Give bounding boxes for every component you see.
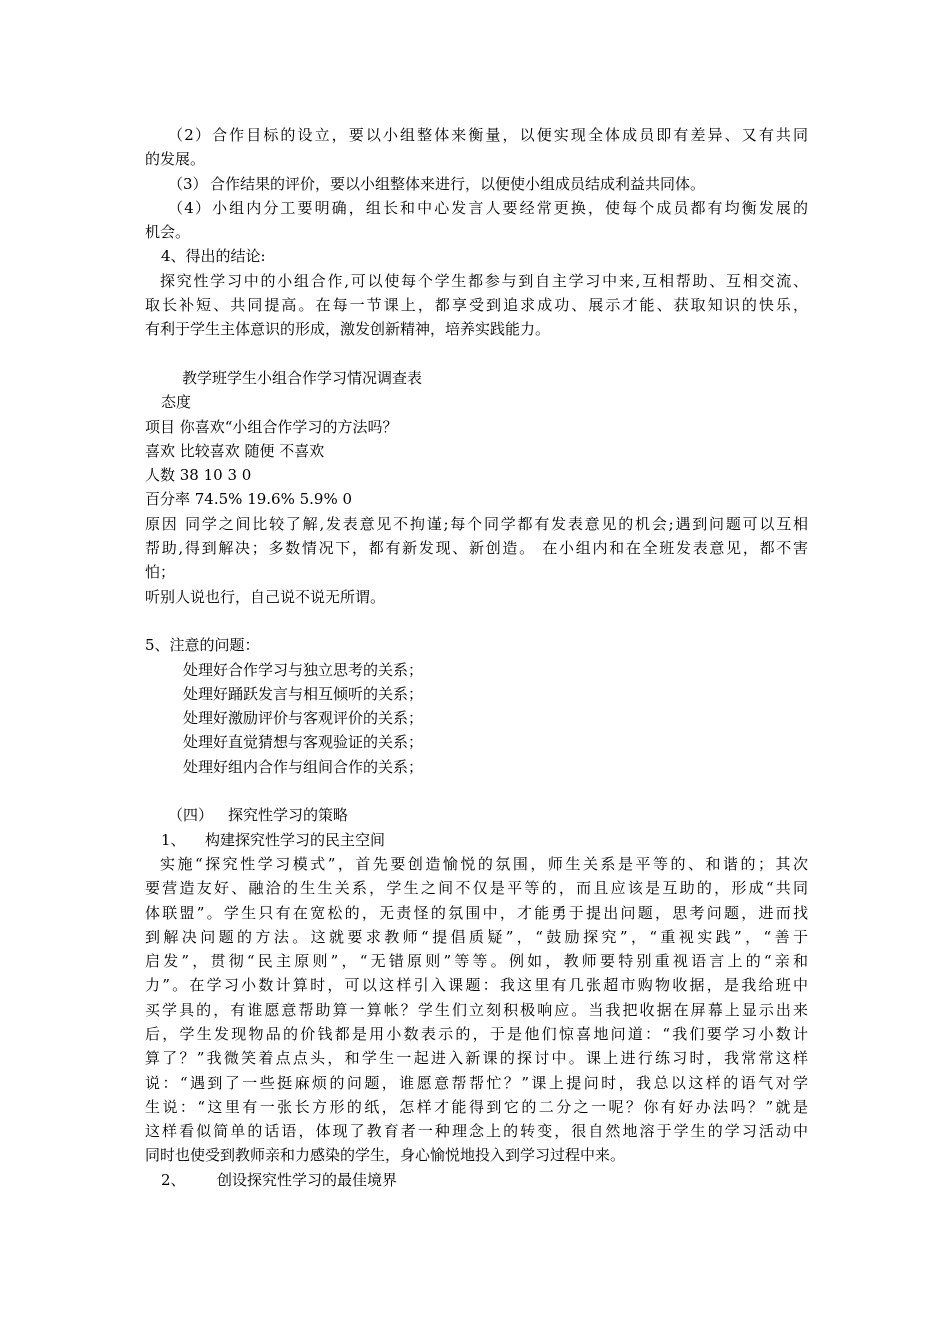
- spacer: [145, 779, 808, 803]
- survey-row-options: 喜欢 比较喜欢 随便 不喜欢: [145, 441, 325, 460]
- survey-reason-line-2: 帮助,得到解决；多数情况下，都有新发现、新创造。 在小组内和在全班发表意见，都不害: [145, 539, 808, 558]
- paragraph-line: 要营造友好、融洽的生生关系，学生之间不仅是平等的，而且应该是互助的，形成“共同: [145, 879, 808, 898]
- point-4-text: 小组内分工要明确，组长和中心发言人要经常更换，使每个成员都有均衡发展的: [210, 198, 808, 217]
- attention-item: 处理好直觉猜想与客观验证的关系；: [183, 733, 424, 752]
- attention-item: 处理好踊跃发言与相互倾听的关系；: [183, 684, 424, 703]
- paragraph-line: 到解决问题的方法。这就要求教师“提倡质疑”，“鼓励探究”，“重视实践”，“善于: [145, 927, 808, 946]
- point-2-text: 合作目标的设立，要以小组整体来衡量，以便实现全体成员即有差异、又有共同: [210, 126, 808, 144]
- survey-row-percent: 百分率 74.5% 19.6% 5.9% 0: [145, 490, 353, 509]
- subsection-1-title: 构建探究性学习的民主空间: [205, 830, 386, 849]
- subsection-1-number: 1、: [161, 830, 186, 849]
- conclusion-line-2: 取长补短、共同提高。在每一节课上，都享受到追求成功、展示才能、获取知识的快乐，: [145, 296, 808, 315]
- point-2-line-1: [145, 123, 808, 147]
- paragraph-line: 生说：“这里有一张长方形的纸，怎样才能得到它的二分之一呢？你有好办法吗？”就是: [145, 1097, 808, 1116]
- document-page: [145, 123, 808, 1192]
- paragraph-line: 力”。在学习小数计算时，可以这样引入课题：我这里有几张超市购物收据，是我给班中: [145, 976, 808, 995]
- section-4-title: 探究性学习的策略: [228, 806, 349, 825]
- paragraph-line: 同时也使受到教师亲和力感染的学生，身心愉悦地投入到学习过程中来。: [145, 1146, 626, 1165]
- point-2-line-2: 的发展。: [145, 150, 206, 169]
- survey-title: 教学班学生小组合作学习情况调查表: [182, 368, 423, 387]
- paragraph-line: 这样看似简单的话语，体现了教育者一种理念上的转变，很自然地溶于学生的学习活动中: [145, 1122, 808, 1141]
- survey-reason-line-3: 怕；: [145, 563, 176, 582]
- subsection-2-title: 创设探究性学习的最佳境界: [217, 1170, 398, 1189]
- section-4-heading: [145, 803, 808, 827]
- subsection-1-heading: [145, 828, 808, 852]
- conclusion-line-3: 有利于学生主体意识的形成，激发创新精神，培养实践能力。: [145, 320, 551, 339]
- attention-item: 处理好激励评价与客观评价的关系；: [183, 709, 424, 728]
- paragraph-line: 算了？”我微笑着点点头，和学生一起进入新课的探讨中。课上进行练习时，我常常这样: [145, 1049, 808, 1068]
- point-4-line-2: 机会。: [145, 223, 191, 242]
- survey-row-item: 项目 你喜欢“小组合作学习的方法吗？: [145, 417, 398, 436]
- subsection-2-number: 2、: [161, 1170, 186, 1189]
- paragraph-line: 实施“探究性学习模式”，首先要创造愉悦的氛围，师生关系是平等的、和谐的；其次: [160, 854, 808, 873]
- survey-reason-line-1: 原因 同学之间比较了解,发表意见不拘谨;每个同学都有发表意见的机会;遇到问题可以互相: [145, 514, 808, 533]
- point-3-text: 合作结果的评价，要以小组整体来进行，以便使小组成员结成利益共同体。: [210, 174, 706, 193]
- attention-item: 处理好组内合作与组间合作的关系；: [183, 757, 424, 776]
- survey-reason-line-4: 听别人说也行，自己说不说无所谓。: [145, 587, 386, 606]
- conclusion-line-1: 探究性学习中的小组合作,可以使每个学生都参与到自主学习中来,互相帮助、互相交流、: [160, 271, 808, 290]
- survey-row-count: 人数 38 10 3 0: [145, 466, 252, 485]
- point-3-number: （3）: [168, 174, 208, 193]
- conclusion-heading: 4、得出的结论:: [161, 247, 266, 266]
- survey-attitude: 态度: [161, 393, 192, 412]
- point-3-line-1: [145, 172, 808, 196]
- point-2-number: （2）: [168, 126, 210, 144]
- spacer: [145, 609, 808, 633]
- attention-item: 处理好合作学习与独立思考的关系；: [183, 660, 424, 679]
- point-4-number: （4）: [168, 198, 210, 217]
- paragraph-line: 体联盟”。学生只有在宽松的，无责怪的氛围中，才能勇于提出问题，思考问题，进而找: [145, 903, 808, 922]
- section-4-number: （四）: [168, 806, 214, 825]
- attention-heading: 5、注意的问题：: [145, 636, 260, 655]
- subsection-2-heading: [145, 1168, 808, 1192]
- paragraph-line: 说：“遇到了一些挺麻烦的问题，谁愿意帮帮忙？”课上提问时，我总以这样的语气对学: [145, 1073, 808, 1092]
- paragraph-line: 买学具的，有谁愿意帮助算一算帐？学生们立刻积极响应。当我把收据在屏幕上显示出来: [145, 1000, 808, 1019]
- point-4-line-1: [145, 196, 808, 220]
- paragraph-line: 后，学生发现物品的价钱都是用小数表示的，于是他们惊喜地问道：“我们要学习小数计: [145, 1024, 808, 1043]
- spacer: [145, 342, 808, 366]
- paragraph-line: 启发”，贯彻“民主原则”，“无错原则”等等。例如，教师要特别重视语言上的“亲和: [145, 952, 808, 971]
